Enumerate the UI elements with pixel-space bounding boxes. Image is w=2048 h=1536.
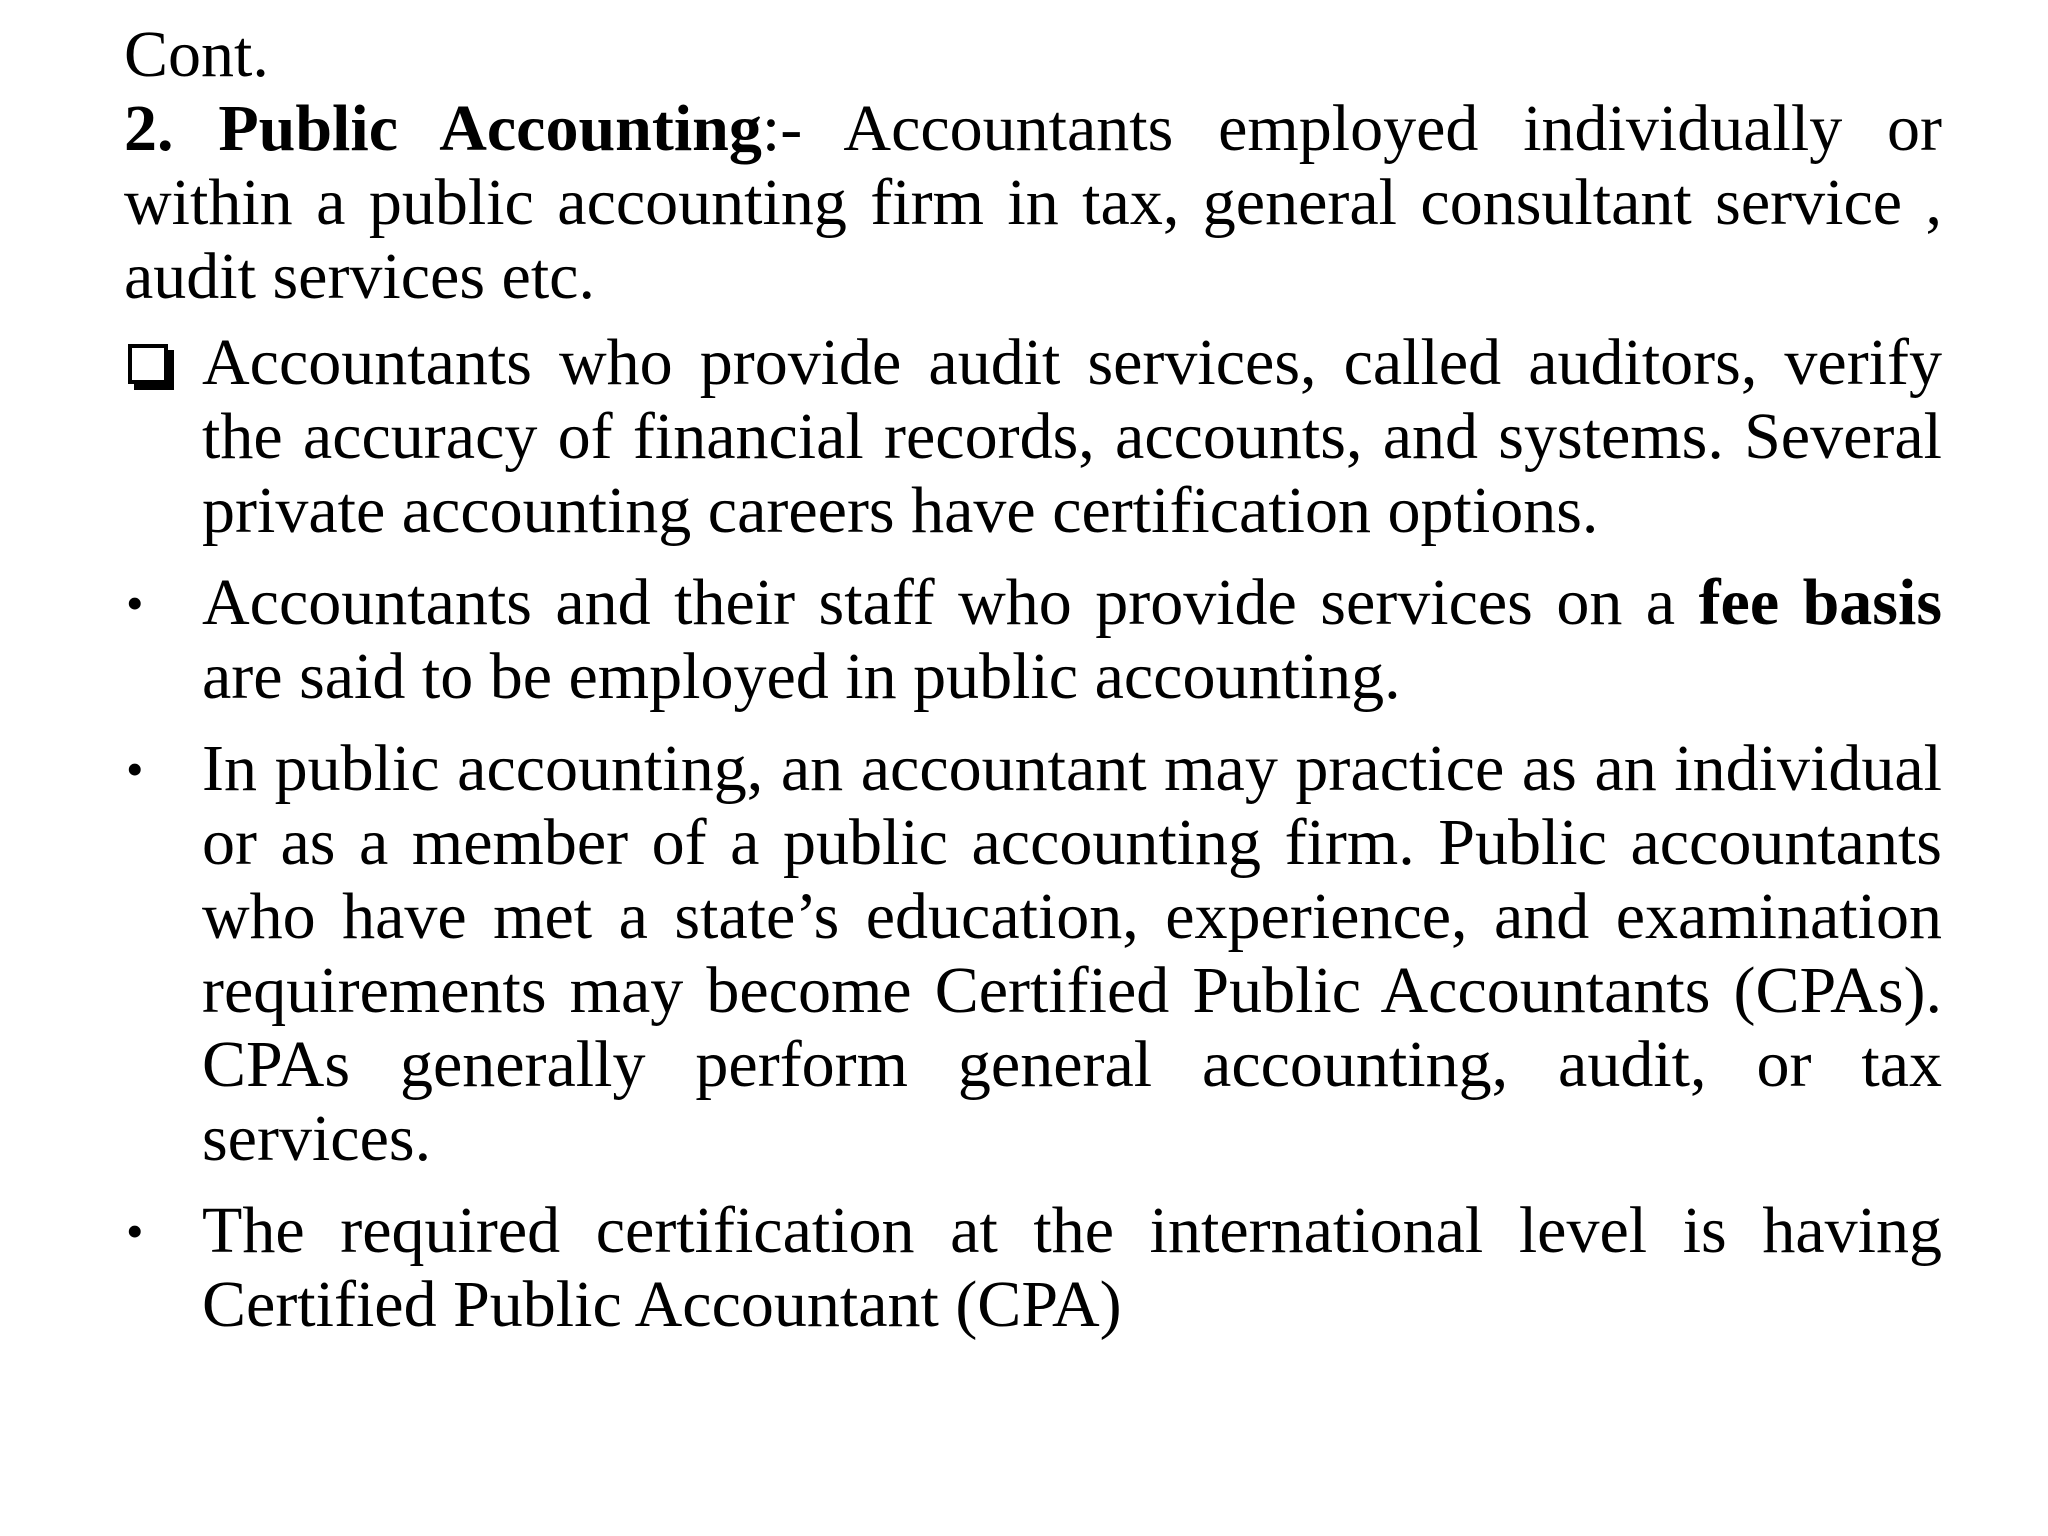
bullet-marker (124, 1194, 184, 1268)
list-item-text: Accountants who provide audit services, called auditors, verify the accuracy of financial records, accounts, and systems. Several private accounting careers have certification options. (202, 326, 1942, 547)
list-item (124, 1194, 1942, 1342)
bullet-dot-icon: • (126, 741, 144, 797)
slide-content (124, 18, 1942, 1360)
heading-separator: :- (761, 92, 803, 165)
bullet-dot-icon: • (126, 1203, 144, 1259)
bullet-marker (124, 566, 184, 640)
intro-paragraph (124, 92, 1942, 314)
list-item-bold: fee basis (1698, 566, 1943, 639)
cont-label: Cont. (124, 18, 269, 91)
intro-text: Accountants employed individually or within a public accounting firm in tax, general consultant service , audit services etc. (124, 92, 1942, 313)
list-item-text: In public accounting, an accountant may practice as an individual or as a member of a public accounting firm. Public accountants who have met a state’s education, experience, and examination requirements may become Certified Public Accountants (CPAs). CPAs generally perform general accounting, audit, or tax services. (202, 732, 1942, 1175)
list-item (124, 732, 1942, 1176)
bullet-list (124, 326, 1942, 1342)
section-heading: 2. Public Accounting (124, 92, 762, 165)
list-item-text-after: are said to be employed in public accounting. (202, 640, 1401, 713)
list-item (124, 566, 1942, 714)
list-item-text: The required certification at the international level is having Certified Public Accountant (CPA) (202, 1194, 1942, 1341)
bullet-dot-icon: • (126, 575, 144, 631)
list-item (124, 326, 1942, 548)
list-item-text-before: Accountants and their staff who provide services on a (202, 566, 1699, 639)
bullet-marker (124, 732, 184, 806)
checkbox-icon (128, 344, 168, 384)
